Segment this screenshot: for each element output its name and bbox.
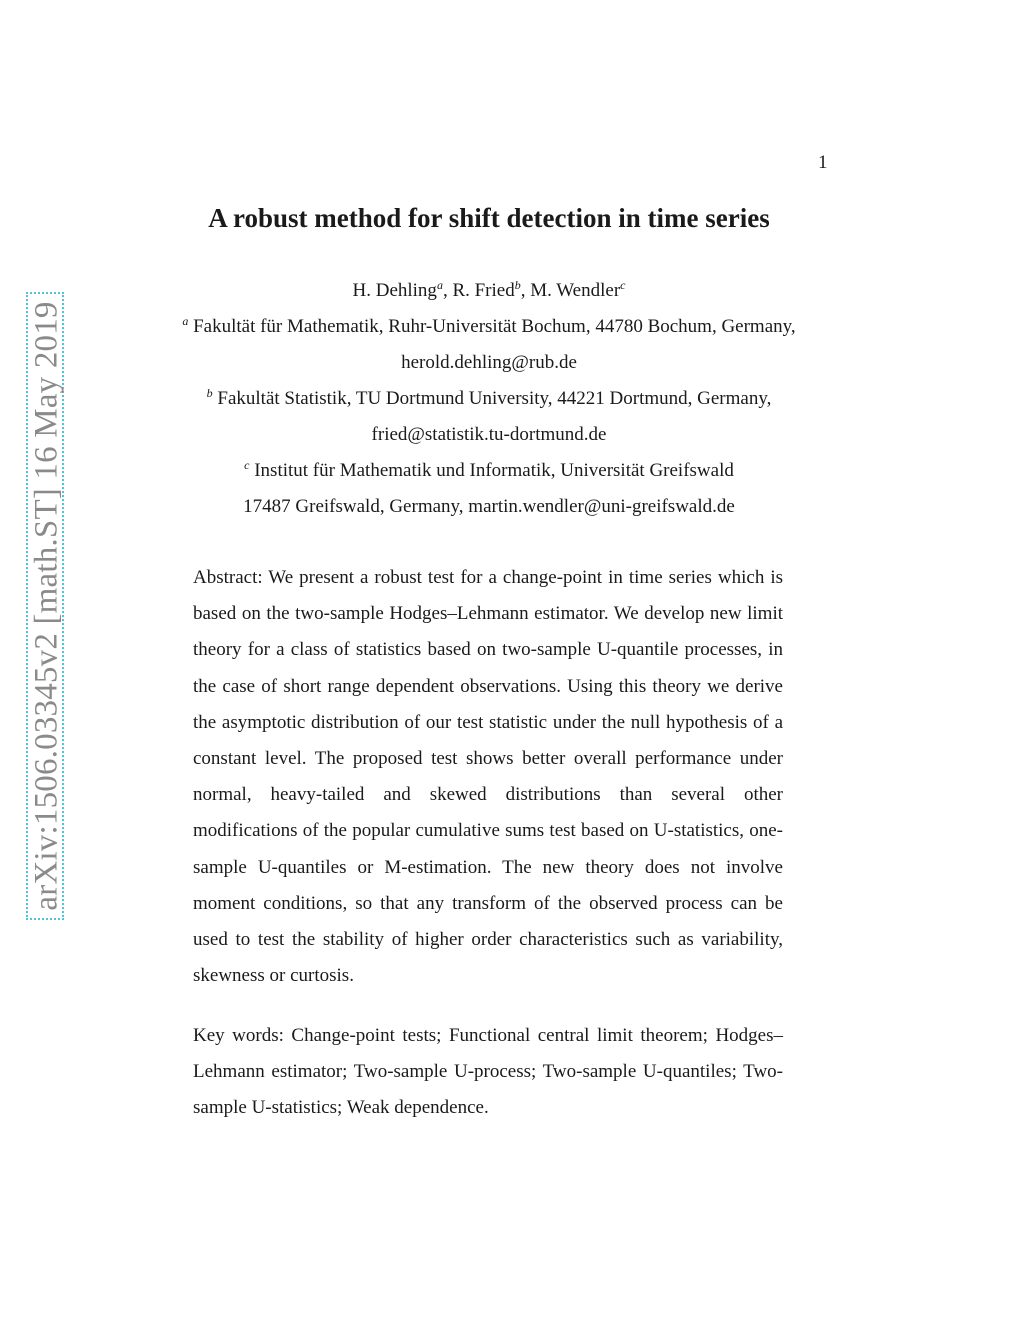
page-number: 1 [818, 152, 828, 173]
abstract: Abstract: We present a robust test for a change-point in time series which is based on the two-sample Hodges–Lehmann estimator. We develop new limit theory for a class of statistics based on two-sample U-quantile processes, in the case of short range dependent observations. Using this theory we derive the asymptotic distribution of our test statistic under the null hypothesis of a constant level. The proposed test shows better overall performance under normal, heavy-tailed and skewed distributions than several other modifications of the popular cumulative sums test based on U-statistics, one-sample U-quantiles or M-estimation. The new theory does not involve moment conditions, so that any transform of the observed process can be used to test the stability of higher order characteristics such as variability, skewness or curtosis. [193, 567, 783, 987]
affiliation-sup: b [206, 386, 213, 400]
arxiv-identifier: arXiv:1506.03345v2 [math.ST] 16 May 2019 [28, 301, 65, 911]
author-sup: a [436, 278, 443, 292]
affiliation-a-email: herold.dehling@rub.de [401, 352, 577, 373]
affiliation-text: Institut für Mathematik und Informatik, Universität Greifswald [249, 460, 734, 481]
affiliation-b [0, 388, 978, 410]
affiliation-sup: c [244, 458, 250, 472]
affiliation-a [0, 316, 978, 338]
author-name: , M. Wendler [520, 280, 621, 301]
paper-title: A robust method for shift detection in time series [208, 203, 770, 233]
affiliation-c [0, 460, 978, 482]
author-name: H. Dehling [352, 280, 437, 301]
affiliation-text: Fakultät für Mathematik, Ruhr-Universität Bochum, 44780 Bochum, Germany, [188, 316, 796, 337]
affiliation-c-address: 17487 Greifswald, Germany, martin.wendler@uni-greifswald.de [243, 496, 735, 517]
author-name: , R. Fried [442, 280, 515, 301]
affiliation-b-email: fried@statistik.tu-dortmund.de [371, 424, 607, 445]
keywords: Key words: Change-point tests; Functional central limit theorem; Hodges–Lehmann estimator; Two-sample U-process; Two-sample U-quantiles; Two-sample U-statistics; Weak dependence. [193, 1025, 783, 1119]
author-list [0, 280, 978, 302]
author-sup: b [514, 278, 521, 292]
affiliation-text: Fakultät Statistik, TU Dortmund University, 44221 Dortmund, Germany, [212, 388, 772, 409]
affiliation-sup: a [182, 314, 189, 328]
author-sup: c [620, 278, 626, 292]
